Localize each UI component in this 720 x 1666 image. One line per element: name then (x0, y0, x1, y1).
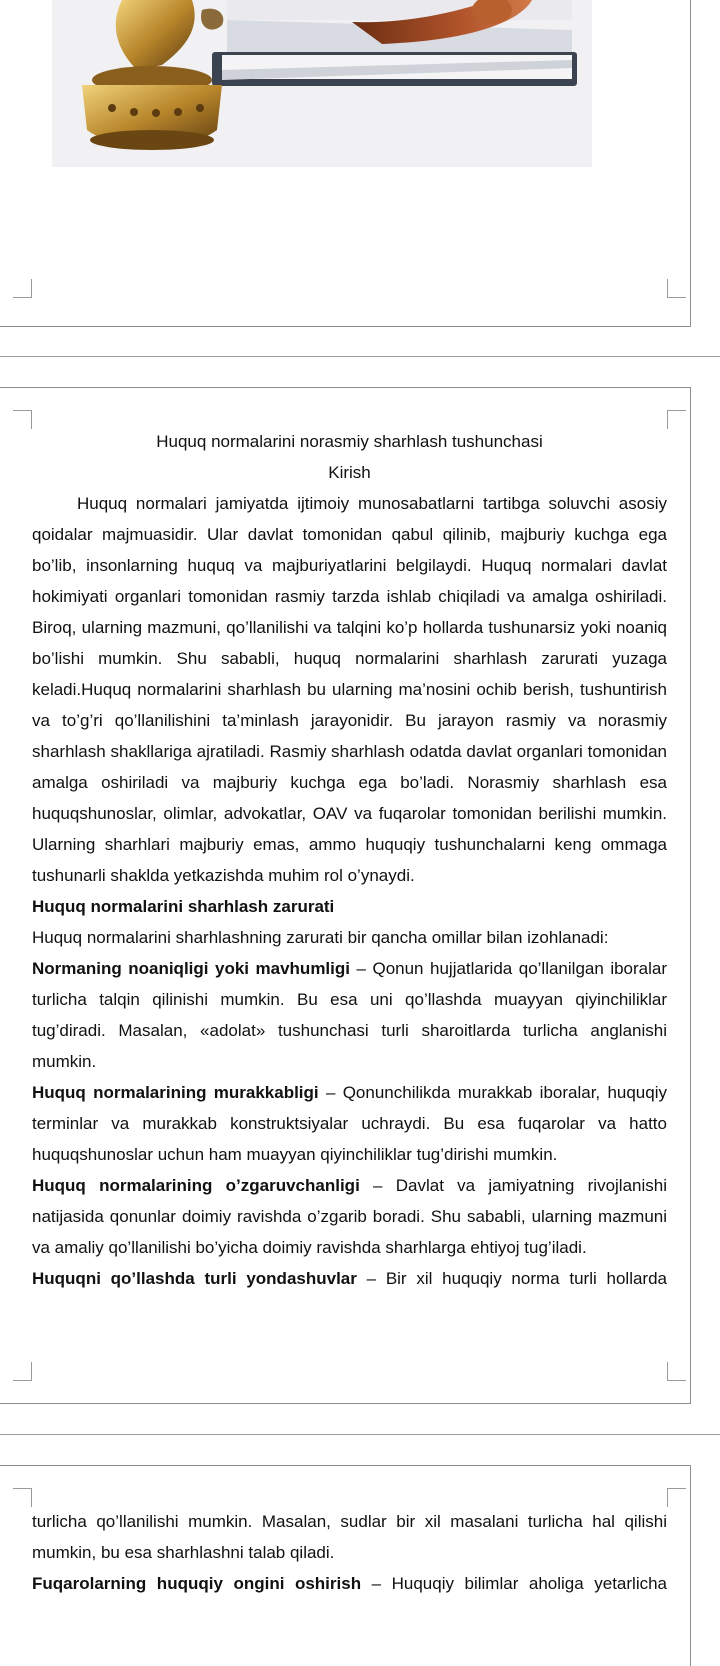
page-separator (0, 356, 720, 357)
item-text: – Qonun hujjatlarida qo’llanilgan iboralar turlicha talqin qilinishi mumkin. Bu esa uni qo’llashda muayyan qiyinchiliklar tug’diradi. Masalan, «adolat» tushunchasi turli sharoitlarda turlicha anglanishi mumkin. (32, 959, 668, 1071)
page-separator (0, 1434, 720, 1435)
item-text: – Huquqiy bilimlar aholiga yetarlicha (361, 1574, 668, 1593)
item-text: – Qonunchilikda murakkab iboralar, huquqiy terminlar va murakkab konstruktsiyalar uchraydi. Bu esa fuqarolar va hatto huquqshunoslar uchun ham muayyan qiyinchiliklar tug’dirishi mumkin. (32, 1083, 667, 1164)
item-term: Huquqni qo’llashda turli yondashuvlar (32, 1269, 357, 1288)
item-text: – Davlat va jamiyatning rivojlanishi natijasida qonunlar doimiy ravishda o’zgarib boradi. Shu sababli, ularning mazmuni va amaliy qo’llanilishi bo’yicha doimiy ravishda sharhlarga ehtiyoj tug’iladi. (32, 1176, 667, 1257)
cover-illustration (52, 0, 592, 167)
item-term: Fuqarolarning huquqiy ongini oshirish (32, 1574, 362, 1593)
document-title: Huquq normalarini norasmiy sharhlash tushunchasi (156, 432, 543, 451)
list-item (32, 1263, 667, 1294)
continuation-paragraph: turlicha qo’llanilishi mumkin. Masalan, sudlar bir xil masalani turlicha hal qilishi mumkin, bu esa sharhlashni talab qiladi. (32, 1512, 667, 1562)
margin-corner-mark (13, 1488, 32, 1507)
page-2-body (32, 426, 667, 1294)
list-item (32, 1077, 667, 1170)
list-item (32, 1568, 667, 1599)
margin-corner-mark (667, 279, 686, 298)
margin-corner-mark (13, 279, 32, 298)
item-term: Huquq normalarining o’zgaruvchanligi (32, 1176, 360, 1195)
margin-corner-mark (13, 1362, 32, 1381)
document-page-2 (0, 387, 691, 1404)
margin-corner-mark (667, 410, 686, 429)
margin-corner-mark (667, 1488, 686, 1507)
page-3-body (32, 1506, 667, 1599)
item-term: Normaning noaniqligi yoki mavhumligi (32, 959, 350, 978)
item-text: – Bir xil huquqiy norma turli hollarda (356, 1269, 667, 1288)
list-item (32, 953, 667, 1077)
section-heading-necessity: Huquq normalarini sharhlash zarurati (32, 897, 335, 916)
section-heading-intro: Kirish (328, 463, 371, 482)
document-page-1 (0, 0, 691, 327)
lead-paragraph: Huquq normalarini sharhlashning zarurati bir qancha omillar bilan izohlanadi: (32, 928, 609, 947)
item-term: Huquq normalarining murakkabligi (32, 1083, 319, 1102)
lady-justice-books-image (52, 0, 592, 167)
document-page-3 (0, 1465, 691, 1666)
margin-corner-mark (13, 410, 32, 429)
margin-corner-mark (667, 1362, 686, 1381)
list-item (32, 1170, 667, 1263)
intro-paragraph: Huquq normalari jamiyatda ijtimoiy munosabatlarni tartibga soluvchi asosiy qoidalar majmuasidir. Ular davlat tomonidan qabul qilinib, majburiy kuchga ega bo’lib, insonlarning huquq va majburiyatlarini belgilaydi. Huquq normalari davlat hokimiyati organlari tomonidan rasmiy tarzda ishlab chiqiladi va amalga oshiriladi. Biroq, ularning mazmuni, qo’llanilishi va talqini ko’p hollarda tushunarsiz yoki noaniq bo’lishi mumkin. Shu sababli, huquq normalarini sharhlash zarurati yuzaga keladi.Huquq normalarini sharhlash bu ularning ma’nosini ochib berish, tushuntirish va to’g’ri qo’llanilishini ta’minlash jarayonidir. Bu jarayon rasmiy va norasmiy sharhlash shakllariga ajratiladi. Rasmiy sharhlash odatda davlat organlari tomonidan amalga oshiriladi va majburiy kuchga ega bo’ladi. Norasmiy sharhlash esa huquqshunoslar, olimlar, advokatlar, OAV va fuqarolar tomonidan berilishi mumkin. Ularning sharhlari majburiy emas, ammo huquqiy tushunchalarni keng ommaga tushunarli shaklda yetkazishda muhim rol o’ynaydi. (32, 494, 667, 885)
